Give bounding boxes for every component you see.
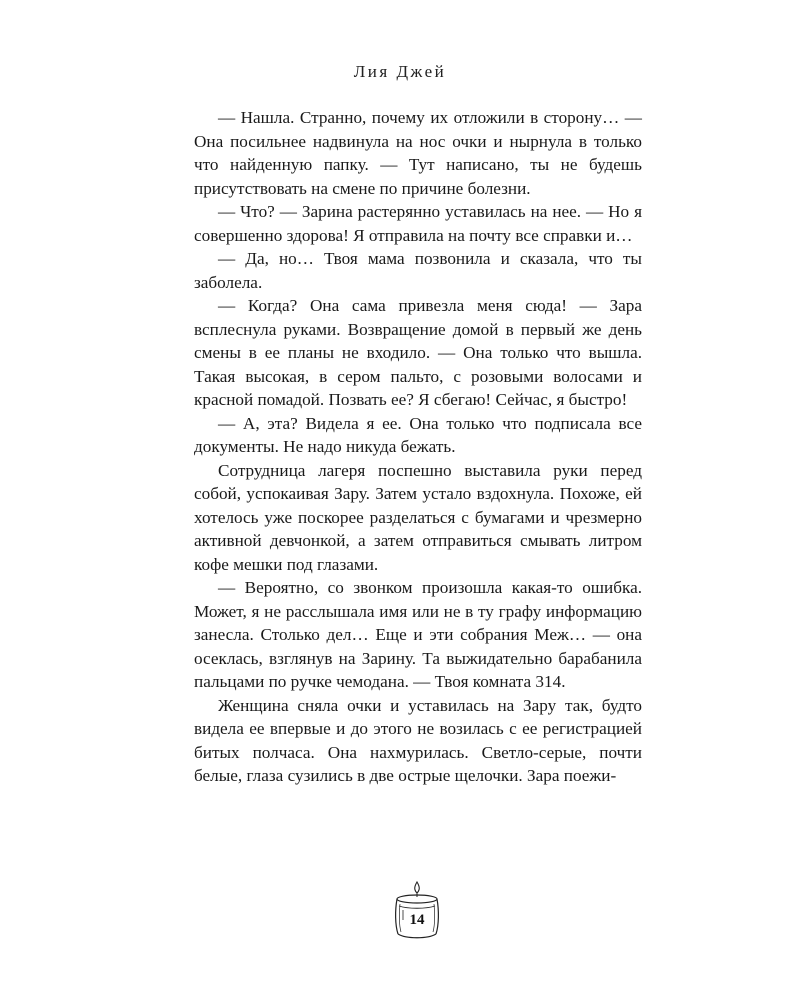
paragraph: — Вероятно, со звонком произошла какая-то ошибка. Может, я не расслышала имя или не в ту графу информацию занесла. Столько дел… Еще и эти собрания Меж… — она осеклась, взглянув на Зарину. Та выжидательно барабанила пальцами по ручке чемодана. — Твоя комната 314. <box>194 578 642 691</box>
page-number: 14 <box>409 912 425 928</box>
paragraph: Женщина сняла очки и уставилась на Зару так, будто видела ее впервые и до этого не возилась с ее регистрацией битых полчаса. Она нахмурилась. Светло-серые, почти белые, глаза сузились в две острые щелочки. Зара поежи- <box>194 695 642 785</box>
paragraph: — Да, но… Твоя мама позвонила и сказала, что ты заболела. <box>194 249 642 292</box>
paragraph: — А, эта? Видела я ее. Она только что подписала все документы. Не надо никуда бежать. <box>194 413 642 456</box>
running-head-author: Лия Джей <box>353 62 447 81</box>
paragraph: — Нашла. Странно, почему их отложили в сторону… — Она посильнее надвинула на нос очки и нырнула в только что найденную папку. — Тут написано, ты не будешь присутствовать на смене по причине болезни. <box>194 108 642 198</box>
candle-jar-icon <box>386 880 448 942</box>
paragraph: — Что? — Зарина растерянно уставилась на нее. — Но я совершенно здорова! Я отправила на почту все справки и… <box>194 202 642 245</box>
paragraph: — Когда? Она сама привезла меня сюда! — Зара всплеснула руками. Возвращение домой в первый же день смены в ее планы не входило. — Она только что вышла. Такая высокая, в сером пальто, с розовыми волосами и красной помадой. Позвать ее? Я сбегаю! Сейчас, я быстро! <box>194 296 642 409</box>
paragraph: Сотрудница лагеря поспешно выставила руки перед собой, успокаивая Зару. Затем устало вздохнула. Похоже, ей хотелось уже поскорее разделаться с бумагами и чрезмерно активной девчонкой, а затем отправиться смывать литром кофе мешки под глазами. <box>194 460 642 574</box>
body-text <box>194 106 642 788</box>
